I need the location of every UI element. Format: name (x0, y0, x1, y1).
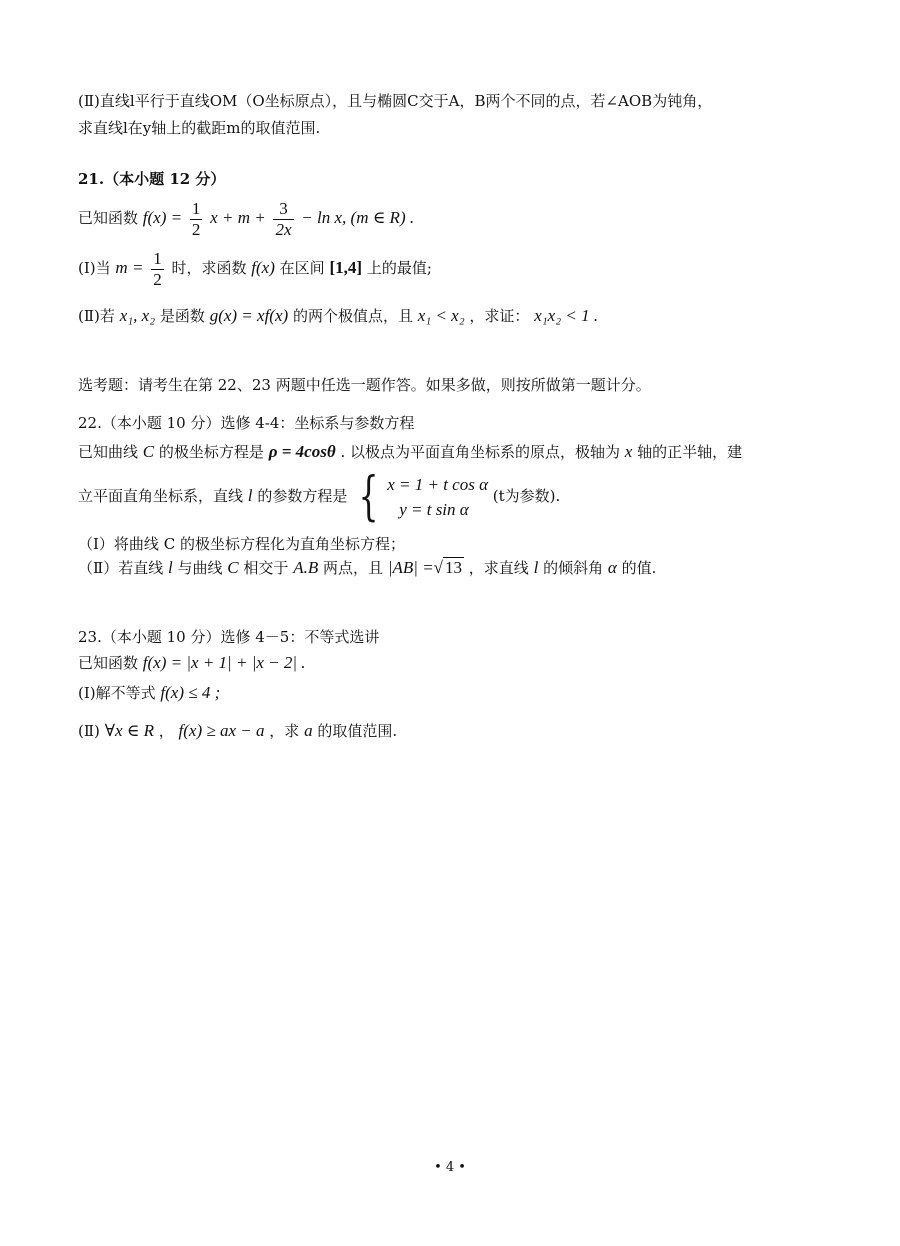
q20-part2-line2: 求直线l在y轴上的截距m的取值范围. (78, 119, 321, 137)
q23-part2-d: 的取值范围. (317, 722, 398, 740)
q21-heading: 21.（本小题 12 分） (78, 170, 226, 188)
q21-frac2 (273, 199, 293, 240)
q22-part2-sqrt: 13 (445, 558, 463, 577)
q21-given-tail: − ln x, (m ∈ R) . (301, 208, 415, 227)
q21-given-prefix: 已知函数 (78, 209, 139, 227)
q22-l2-a: 立平面直角坐标系，直线 (78, 487, 244, 505)
q22-part2 (78, 557, 656, 579)
q23-heading: 23.（本小题 10 分）选修 4－5：不等式选讲 (78, 628, 380, 646)
q21-part2-c: 的两个极值点，且 (292, 307, 413, 325)
page-number: • 4 • (434, 1160, 466, 1175)
q22-l1-d: 轴的正半轴，建 (637, 443, 743, 461)
q21-part2-ineq: x₁ < x₂ (417, 306, 465, 325)
q23-part1-a: (Ⅰ)解不等式 (78, 684, 156, 702)
left-brace-icon: { (358, 467, 379, 527)
q21-part1-fx: f(x) (251, 258, 275, 277)
q22-sys-eq1: x = 1 + t cos α (387, 475, 488, 494)
q21-part1-frac-num: 1 (153, 248, 162, 268)
q22-part2-C: C (227, 558, 239, 577)
q21-part2-g: g(x) = xf(x) (209, 306, 289, 325)
q21-frac1 (190, 199, 203, 240)
q22-sys-eq2: y = t sin α (399, 500, 469, 519)
q21-part1-interval: [1,4] (329, 258, 363, 277)
q21-frac2-num: 3 (273, 199, 293, 220)
q22-l2-b: 的参数方程是 (257, 487, 348, 505)
q23-given (78, 652, 306, 674)
q22-part2-b: 与曲线 (177, 559, 223, 577)
q22-line2 (78, 467, 561, 527)
q22-line1 (78, 441, 742, 463)
q21-part1-d: 上的最值; (366, 259, 432, 277)
q21-part2-a: (Ⅱ)若 (78, 307, 115, 325)
q21-frac1-den: 2 (191, 219, 201, 239)
q22-l1-x: x (624, 442, 633, 461)
q22-part2-AB: A.B (293, 558, 319, 577)
q23-part2 (78, 720, 397, 742)
q22-part2-f: 的倾斜角 (543, 559, 604, 577)
q20-part2-line1: (Ⅱ)直线l平行于直线OM（O坐标原点），且与椭圆C交于A，B两个不同的点，若∠AOB为钝角， (78, 92, 713, 110)
q21-part1-b: 时，求函数 (171, 259, 247, 277)
q22-part2-abs: |AB| = (387, 558, 434, 577)
q22-part1: （Ⅰ）将曲线 C 的极坐标方程化为直角坐标方程； (78, 535, 405, 553)
q21-given (78, 196, 414, 240)
q22-part2-l2: l (533, 558, 539, 577)
q23-part2-a-var: a (304, 721, 313, 740)
q21-part2-vars: x₁, x₂ (119, 306, 156, 325)
q23-part1-ineq: f(x) ≤ 4 ; (160, 683, 221, 702)
q21-part1-frac-den: 2 (153, 269, 162, 289)
q21-fx: f(x) = (142, 208, 183, 227)
q22-l1-c: . 以极点为平面直角坐标系的原点，极轴为 (340, 443, 620, 461)
q23-part2-forall: ∀x ∈ R (104, 721, 154, 740)
q23-part2-b: ， (158, 722, 174, 740)
q22-part2-l: l (167, 558, 173, 577)
q23-part2-c: ，求 (269, 722, 300, 740)
q22-part2-c: 相交于 (243, 559, 289, 577)
q22-part2-g: 的值. (621, 559, 657, 577)
q23-part1 (78, 682, 220, 704)
q22-polar-eq: ρ = 4cosθ (268, 442, 336, 461)
q21-part1-c: 在区间 (279, 259, 325, 277)
q22-part2-d: 两点，且 (323, 559, 384, 577)
q22-l2-l: l (247, 486, 253, 505)
q22-sys-note: (t为参数). (492, 487, 561, 505)
q22-l1-b: 的极坐标方程是 (158, 443, 264, 461)
q21-part1-a: (Ⅰ)当 (78, 259, 111, 277)
q22-l1-a: 已知曲线 (78, 443, 139, 461)
q23-part2-ineq: f(x) ≥ ax − a (178, 721, 265, 740)
q23-given-prefix: 已知函数 (78, 654, 139, 672)
q21-part1-frac (151, 249, 164, 290)
q22-param-system (352, 467, 488, 527)
q21-part2-b: 是函数 (159, 307, 205, 325)
sqrt-icon: √ (433, 558, 444, 577)
elective-note: 选考题：请考生在第 22、23 两题中任选一题作答。如果多做，则按所做第一题计分。 (78, 376, 651, 394)
q22-part2-alpha: α (607, 558, 617, 577)
q23-given-eq: f(x) = |x + 1| + |x − 2| . (142, 653, 306, 672)
q21-frac1-num: 1 (191, 198, 201, 218)
q21-part2 (78, 305, 598, 327)
q23-part2-a: (Ⅱ) (78, 722, 100, 740)
q22-part2-a: （Ⅱ）若直线 (78, 559, 164, 577)
q21-given-mid: x + m + (210, 208, 266, 227)
q22-heading: 22.（本小题 10 分）选修 4-4：坐标系与参数方程 (78, 414, 415, 432)
q22-l1-C: C (142, 442, 155, 461)
q21-part2-d: ，求证： (469, 307, 530, 325)
q21-part1 (78, 246, 432, 290)
q21-part2-proof: x₁x₂ < 1 . (534, 306, 599, 325)
q21-frac2-den: 2x (275, 219, 292, 239)
q22-part2-e: ，求直线 (468, 559, 529, 577)
q21-part1-m: m = (115, 258, 144, 277)
